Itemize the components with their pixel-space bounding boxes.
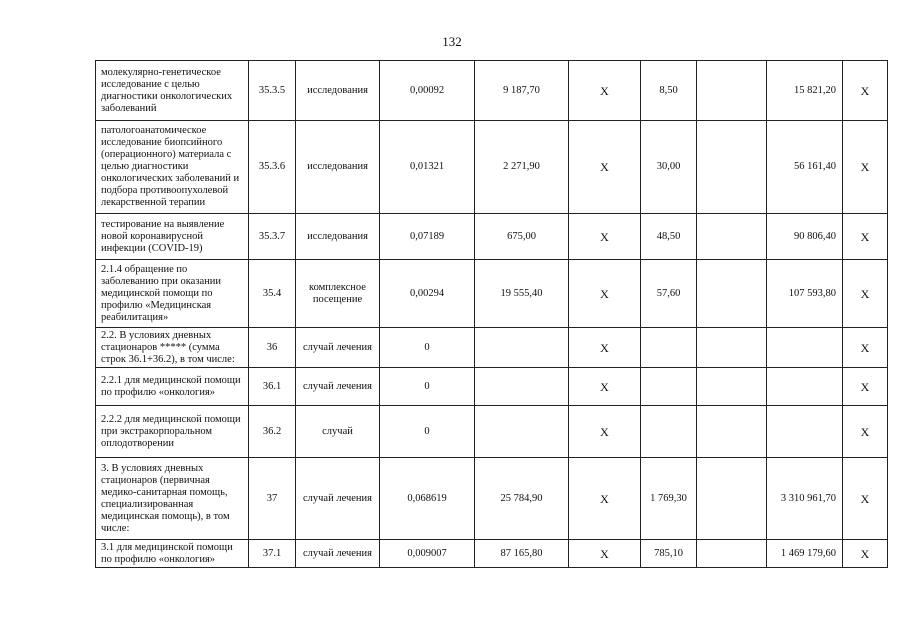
- row-cost: [475, 328, 569, 368]
- row-name: 2.2.2 для медицинской помощи при экстракорпоральном оплодотворении: [96, 406, 249, 458]
- row-col7: 57,60: [641, 260, 697, 328]
- row-x-mark: X: [569, 368, 641, 406]
- row-norm: 0: [380, 406, 475, 458]
- row-unit: исследования: [296, 61, 380, 121]
- row-norm: 0,00092: [380, 61, 475, 121]
- row-cost: [475, 406, 569, 458]
- row-code: 37.1: [249, 540, 296, 568]
- row-x-mark: X: [569, 121, 641, 214]
- row-unit: случай лечения: [296, 458, 380, 540]
- row-code: 36.1: [249, 368, 296, 406]
- row-x-mark: X: [843, 61, 888, 121]
- row-unit: исследования: [296, 121, 380, 214]
- row-col9: 107 593,80: [767, 260, 843, 328]
- row-norm: 0,01321: [380, 121, 475, 214]
- table-row: [96, 214, 888, 260]
- row-code: 35.4: [249, 260, 296, 328]
- row-unit: комплексное посещение: [296, 260, 380, 328]
- row-col8: [697, 260, 767, 328]
- row-name: 2.1.4 обращение по заболеванию при оказании медицинской помощи по профилю «Медицинская реабилитация»: [96, 260, 249, 328]
- row-x-mark: X: [843, 328, 888, 368]
- row-col7: 8,50: [641, 61, 697, 121]
- row-col7: 30,00: [641, 121, 697, 214]
- row-col9: [767, 328, 843, 368]
- row-col9: [767, 368, 843, 406]
- table-row: [96, 406, 888, 458]
- row-code: 35.3.6: [249, 121, 296, 214]
- row-x-mark: X: [569, 260, 641, 328]
- row-norm: 0,068619: [380, 458, 475, 540]
- row-col8: [697, 368, 767, 406]
- row-x-mark: X: [569, 406, 641, 458]
- table-row: [96, 61, 888, 121]
- row-x-mark: X: [843, 214, 888, 260]
- row-x-mark: X: [843, 260, 888, 328]
- row-norm: 0: [380, 328, 475, 368]
- table-row: [96, 121, 888, 214]
- table-row: [96, 260, 888, 328]
- row-cost: [475, 368, 569, 406]
- row-x-mark: X: [843, 406, 888, 458]
- row-col7: [641, 328, 697, 368]
- page-number: 132: [442, 34, 462, 49]
- row-col9: 15 821,20: [767, 61, 843, 121]
- row-name: 3. В условиях дневных стационаров (первичная медико-санитарная помощь, специализированная медицинская помощь), в том числе:: [96, 458, 249, 540]
- row-name: молекулярно-генетическое исследование с целью диагностики онкологических заболеваний: [96, 61, 249, 121]
- row-norm: 0,07189: [380, 214, 475, 260]
- row-col7: [641, 406, 697, 458]
- row-name: патологоанатомическое исследование биопсийного (операционного) материала с целью диагностики онкологических заболеваний и подбора противоопухолевой лекарственной терапии: [96, 121, 249, 214]
- row-name: 2.2.1 для медицинской помощи по профилю «онкология»: [96, 368, 249, 406]
- row-unit: случай: [296, 406, 380, 458]
- row-cost: 9 187,70: [475, 61, 569, 121]
- row-cost: 87 165,80: [475, 540, 569, 568]
- row-unit: случай лечения: [296, 540, 380, 568]
- row-col8: [697, 458, 767, 540]
- row-x-mark: X: [569, 458, 641, 540]
- row-col8: [697, 328, 767, 368]
- row-col8: [697, 214, 767, 260]
- row-col8: [697, 61, 767, 121]
- table-row: [96, 458, 888, 540]
- row-col7: 48,50: [641, 214, 697, 260]
- row-x-mark: X: [569, 214, 641, 260]
- row-unit: случай лечения: [296, 328, 380, 368]
- row-col8: [697, 121, 767, 214]
- row-col7: 785,10: [641, 540, 697, 568]
- row-col9: [767, 406, 843, 458]
- row-code: 37: [249, 458, 296, 540]
- row-col7: [641, 368, 697, 406]
- row-col9: 1 469 179,60: [767, 540, 843, 568]
- row-code: 35.3.7: [249, 214, 296, 260]
- row-x-mark: X: [843, 458, 888, 540]
- row-col9: 56 161,40: [767, 121, 843, 214]
- row-x-mark: X: [843, 540, 888, 568]
- row-x-mark: X: [569, 328, 641, 368]
- row-x-mark: X: [569, 540, 641, 568]
- row-code: 36: [249, 328, 296, 368]
- row-x-mark: X: [843, 368, 888, 406]
- row-cost: 675,00: [475, 214, 569, 260]
- row-col7: 1 769,30: [641, 458, 697, 540]
- row-cost: 19 555,40: [475, 260, 569, 328]
- table-row: [96, 540, 888, 568]
- row-norm: 0,009007: [380, 540, 475, 568]
- funding-table: [95, 60, 888, 568]
- row-code: 36.2: [249, 406, 296, 458]
- row-col9: 90 806,40: [767, 214, 843, 260]
- row-name: 3.1 для медицинской помощи по профилю «онкология»: [96, 540, 249, 568]
- row-x-mark: X: [843, 121, 888, 214]
- row-code: 35.3.5: [249, 61, 296, 121]
- table-row: [96, 328, 888, 368]
- row-col8: [697, 540, 767, 568]
- row-name: 2.2. В условиях дневных стационаров ***** (сумма строк 36.1+36.2), в том числе:: [96, 328, 249, 368]
- row-col9: 3 310 961,70: [767, 458, 843, 540]
- row-unit: исследования: [296, 214, 380, 260]
- row-col8: [697, 406, 767, 458]
- row-norm: 0,00294: [380, 260, 475, 328]
- row-unit: случай лечения: [296, 368, 380, 406]
- row-cost: 25 784,90: [475, 458, 569, 540]
- row-cost: 2 271,90: [475, 121, 569, 214]
- table-row: [96, 368, 888, 406]
- row-x-mark: X: [569, 61, 641, 121]
- row-name: тестирование на выявление новой коронавирусной инфекции (COVID-19): [96, 214, 249, 260]
- row-norm: 0: [380, 368, 475, 406]
